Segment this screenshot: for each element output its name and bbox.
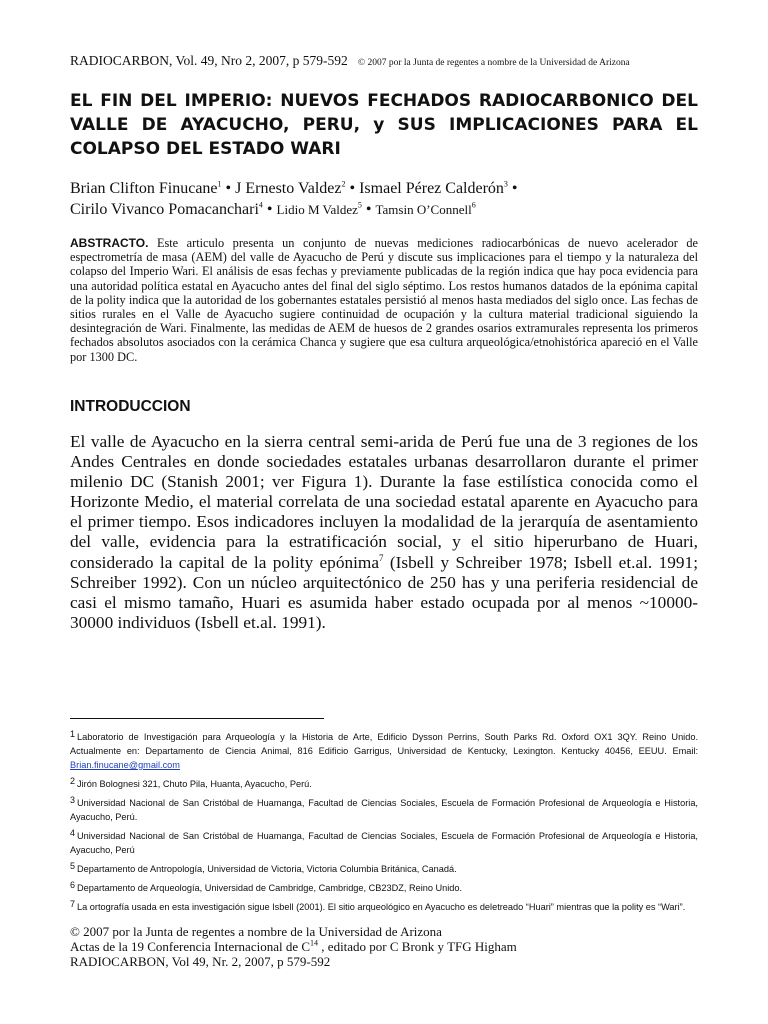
footnote-2	[70, 774, 698, 791]
footnote-text: Universidad Nacional de San Cristóbal de Huamanga, Facultad de Ciencias Sociales, Escuela de Formación Profesional de Arqueología e Historia, Ayacucho, Perú	[70, 831, 698, 855]
header-copyright: © 2007 por la Junta de regentes a nombre de la Universidad de Arizona	[357, 58, 630, 68]
introduction-text-continued: (Isbell y Schreiber 1978; Isbell et.al. 1991; Schreiber 1992). Con un núcleo arquitectónico de 250 has y una periferia residencial de casi el mismo tamaño, Huari es asumida haber estado ocupada por al menos ~10000-30000 individuos (Isbell et.al. 1991).	[70, 552, 698, 632]
footnotes	[70, 727, 698, 916]
footnote-divider	[70, 718, 324, 719]
author-affiliation-ref: 3	[503, 179, 508, 189]
carbon-isotope-superscript: 14	[310, 938, 319, 948]
author-name: Lidio M Valdez	[276, 202, 358, 217]
abstract: ABSTRACTO. Este articulo presenta un conjunto de nuevas mediciones radiocarbónicas de nuevo acelerador de espectrometría de masa (AEM) del valle de Ayacucho de Perú y discute sus implicaciones para el tiempo y la naturaleza del colapso del Imperio Wari. El análisis de esas fechas y previamente publicadas de la región indica que hay poca evidencia para una autoridad política estatal en Ayacucho antes del final del siglo séptimo. Los restos humanos datados de la epónima capital de la polity indica que la autoridad de los gobernantes estatales persistió al menos hasta mediados del siglo once. Las fechas de sitios rurales en el Valle de Ayacucho sugiere continuidad de ocupación y la cultura material tradicional siguiendo la desintegración de Wari. Finalmente, las medidas de AEM de huesos de 2 grandes osarios extramurales representa los primeros fechados absolutos asociados con la cerámica Chanca y sugiere que esa cultura arqueológica/etnohistórica apareció en el Valle por 1300 DC.	[70, 236, 698, 364]
abstract-text: Este articulo presenta un conjunto de nuevas mediciones radiocarbónicas de nuevo acelerador de espectrometría de masa (AEM) del valle de Ayacucho de Perú y discute sus implicaciones para el tiempo y la naturaleza del colapso del Imperio Wari. El análisis de esas fechas y previamente publicadas de la región indica que hay poca evidencia para una autoridad política estatal en Ayacucho antes del final del siglo séptimo. Los restos humanos datados de la epónima capital de la polity indica que la autoridad de los gobernantes estatales persistió al menos hasta mediados del siglo once. Las fechas de sitios rurales en el Valle de Ayacucho sugiere continuidad de ocupación y la cultura material tradicional siguiendo la desintegración de Wari. Finalmente, las medidas de AEM de huesos de 2 grandes osarios extramurales representa los primeros fechados absolutos asociados con la cerámica Chanca y sugiere que esa cultura arqueológica/etnohistórica apareció en el Valle por 1300 DC.	[70, 236, 698, 364]
footnote-text: Jirón Bolognesi 321, Chuto Pila, Huanta, Ayacucho, Perú.	[77, 779, 312, 789]
journal-reference: RADIOCARBON, Vol. 49, Nro 2, 2007, p 579-592	[70, 53, 348, 68]
footnote-number: 4	[70, 828, 76, 838]
abstract-label: ABSTRACTO	[70, 236, 146, 250]
citation-proceedings	[70, 939, 698, 954]
author-line-1: Brian Clifton Finucane$^1$ • J Ernesto Valdez$^2$ • Ismael Pérez Calderón$^3$ •	[70, 179, 518, 197]
citation-block	[70, 924, 698, 969]
footnote-5	[70, 859, 698, 876]
journal-header	[70, 54, 698, 70]
author-line-2: Cirilo Vivanco Pomacanchari$^4$ • Lidio M Valdez$^5$ • Tamsin O’Connell$^6$	[70, 200, 476, 218]
author-name: Ismael Pérez Calderón	[359, 180, 504, 197]
footnote-6	[70, 878, 698, 895]
introduction-paragraph	[70, 432, 698, 633]
citation-editors: , editado por C Bronk y TFG Higham	[318, 939, 517, 954]
footnote-text: Universidad Nacional de San Cristóbal de Huamanga, Facultad de Ciencias Sociales, Escuela de Formación Profesional de Arqueología e Historia, Ayacucho, Perú.	[70, 798, 698, 822]
author-name: Cirilo Vivanco Pomacanchari	[70, 201, 259, 218]
footnote-text: Departamento de Antropología, Universidad de Victoria, Victoria Columbia Británica, Canadá.	[77, 864, 457, 874]
author-affiliation-ref: 1	[217, 179, 222, 189]
author-name: Brian Clifton Finucane	[70, 180, 218, 197]
footnote-number: 2	[70, 776, 76, 786]
footnote-number: 7	[70, 899, 76, 909]
introduction-text: El valle de Ayacucho en la sierra central semi-arida de Perú fue una de 3 regiones de los Andes Centrales en donde sociedades estatales urbanas desarrollaron durante el primer milenio DC (Stanish 2001; ver Figura 1). Durante la fase estilística conocida como el Horizonte Medio, el material correlata de una sociedad estatal aparente en Ayacucho para el primer tiempo. Esos indicadores incluyen la modalidad de la jerarquía de asentamiento del valle, evidencia para la estratificación social, y el sitio hiperurbano de Huari, considerado la capital de la polity epónima	[70, 432, 698, 572]
footnote-text: La ortografía usada en esta investigación sigue Isbell (2001). El sitio arqueológico en Ayacucho es deletreado “Huari” mientras que la polity es “Wari”.	[77, 902, 686, 912]
footnote-ref: 7	[379, 552, 384, 563]
author-name: Tamsin O’Connell	[375, 202, 472, 217]
author-affiliation-ref: 5	[357, 200, 362, 210]
footnote-text: Departamento de Arqueología, Universidad de Cambridge, Cambridge, CB23DZ, Reino Unido.	[77, 883, 463, 893]
citation-copyright: © 2007 por la Junta de regentes a nombre de la Universidad de Arizona	[70, 924, 442, 939]
email-link[interactable]: Brian.finucane@gmail.com	[70, 760, 180, 770]
author-affiliation-ref: 6	[471, 200, 476, 210]
footnote-1	[70, 727, 698, 772]
section-heading-introduccion: INTRODUCCION	[70, 398, 191, 415]
author-affiliation-ref: 4	[258, 200, 263, 210]
footnote-3	[70, 793, 698, 824]
footnote-number: 6	[70, 880, 76, 890]
footnote-4	[70, 826, 698, 857]
paper-title: EL FIN DEL IMPERIO: NUEVOS FECHADOS RADIOCARBONICO DEL VALLE DE AYACUCHO, PERU, y SUS IMPLICACIONES PARA EL COLAPSO DEL ESTADO WARI	[70, 91, 698, 159]
footnote-7	[70, 897, 698, 914]
footnote-number: 5	[70, 861, 76, 871]
footnote-number: 3	[70, 795, 76, 805]
author-list	[70, 178, 698, 220]
citation-proceedings-text: Actas de la 19 Conferencia Internacional de C	[70, 939, 311, 954]
author-name: J Ernesto Valdez	[235, 180, 342, 197]
footnote-number: 1	[70, 729, 76, 739]
author-affiliation-ref: 2	[341, 179, 346, 189]
citation-journal: RADIOCARBON, Vol 49, Nr. 2, 2007, p 579-592	[70, 954, 331, 969]
footnote-text: Laboratorio de Investigación para Arqueología y la Historia de Arte, Edificio Dysson Perrins, South Parks Rd. Oxford OX1 3QY. Reino Unido. Actualmente en: Departamento de Ciencia Animal, 816 Edificio Garrigus, Universidad de Kentucky, Lexington. Kentucky 40456, EEUU. Email:	[70, 732, 698, 756]
